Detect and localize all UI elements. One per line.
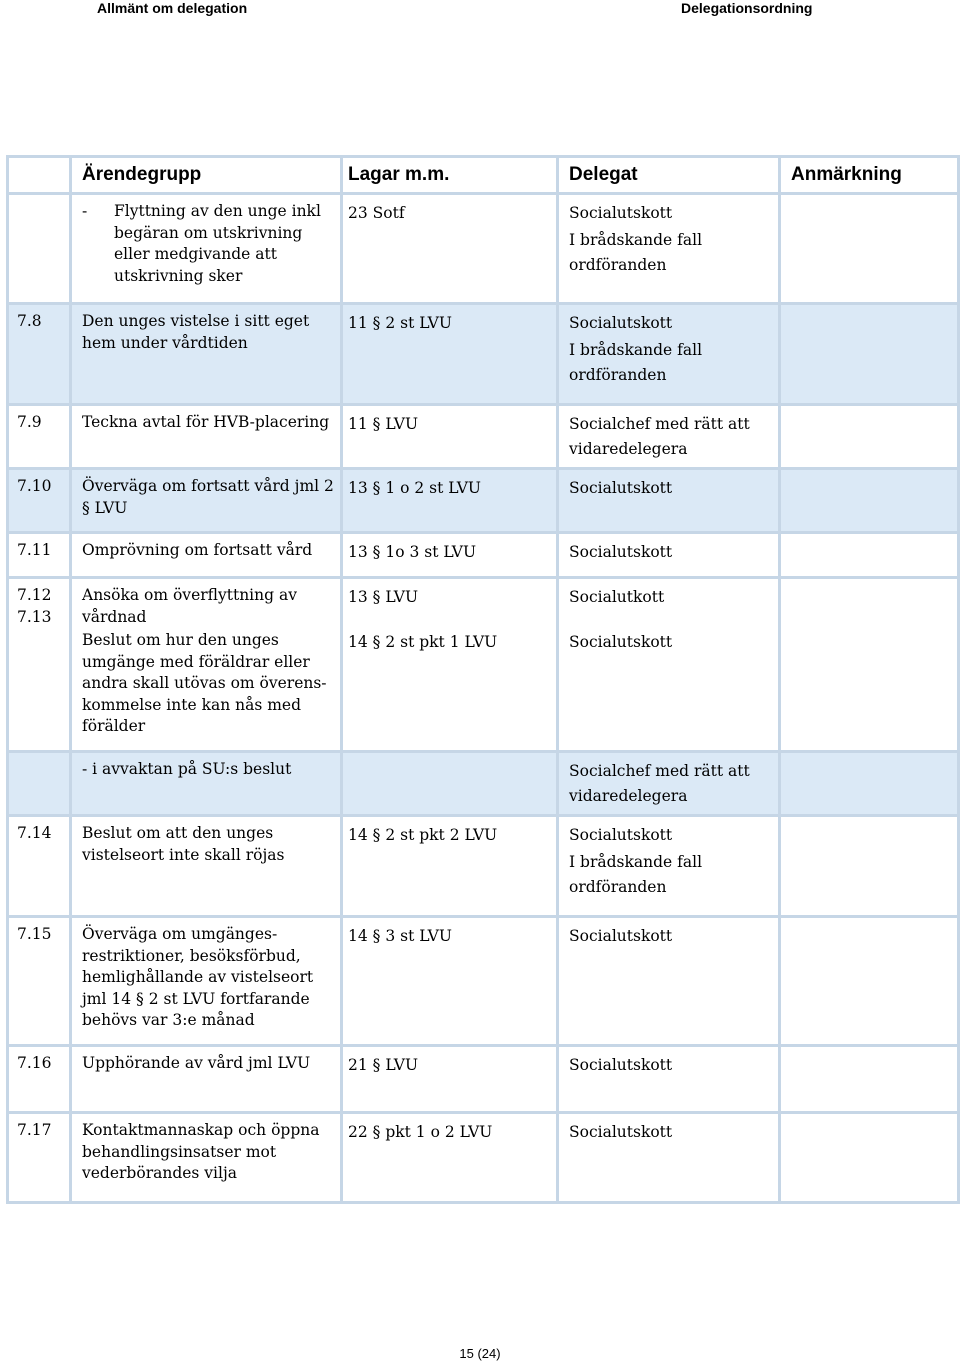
row-lag-secondary: 14 § 2 st pkt 1 LVU bbox=[348, 633, 498, 651]
row-anmarkning bbox=[780, 1046, 959, 1113]
row-delegat: Socialutskott I brådskande fall ordföranden bbox=[558, 304, 780, 405]
table-row bbox=[8, 1046, 959, 1113]
row-anmarkning bbox=[780, 405, 959, 469]
row-lag: 11 § 2 st LVU bbox=[342, 304, 558, 405]
row-anmarkning bbox=[780, 752, 959, 816]
table-row bbox=[8, 194, 959, 304]
row-num: 7.9 bbox=[8, 405, 71, 469]
table-row bbox=[8, 1113, 959, 1203]
row-lag: 13 § 1o 3 st LVU bbox=[342, 533, 558, 578]
row-lag: 21 § LVU bbox=[342, 1046, 558, 1113]
row-num: 7.16 bbox=[8, 1046, 71, 1113]
row-arendegrupp: Omprövning om fortsatt vård bbox=[71, 533, 342, 578]
header-num-cell bbox=[8, 157, 71, 194]
header-lagar: Lagar m.m. bbox=[342, 157, 558, 194]
header-arendegrupp: Ärendegrupp bbox=[71, 157, 342, 194]
row-arendegrupp bbox=[71, 194, 342, 304]
row-delegat: Socialutskott bbox=[558, 1046, 780, 1113]
row-anmarkning bbox=[780, 578, 959, 752]
page-header-right: Delegationsordning bbox=[681, 0, 813, 16]
page-number: 15 (24) bbox=[459, 1346, 501, 1361]
row-delegat-secondary: Socialutskott bbox=[569, 633, 673, 651]
row-arendegrupp: Ansöka om överflyttning av vårdnad Beslut om hur den unges umgänge med föräldrar eller andra skall utövas om överens-kommelse inte kan nås med förälder bbox=[71, 578, 342, 752]
table-row bbox=[8, 578, 959, 752]
row-lag: 13 § 1 o 2 st LVU bbox=[342, 469, 558, 533]
row-num bbox=[8, 752, 71, 816]
row-delegat: Socialutskott I brådskande fall ordföranden bbox=[558, 194, 780, 304]
row-num: 7.10 bbox=[8, 469, 71, 533]
row-lag: 23 Sotf bbox=[342, 194, 558, 304]
row-anmarkning bbox=[780, 1113, 959, 1203]
header-delegat: Delegat bbox=[558, 157, 780, 194]
row-num bbox=[8, 194, 71, 304]
row-num: 7.15 bbox=[8, 917, 71, 1046]
row-num: 7.11 bbox=[8, 533, 71, 578]
row-anmarkning bbox=[780, 816, 959, 917]
row-arendegrupp: Den unges vistelse i sitt eget hem under vårdtiden bbox=[71, 304, 342, 405]
table-row bbox=[8, 405, 959, 469]
row-arendegrupp: Överväga om umgänges-restriktioner, besöksförbud, hemlighållande av vistelseort jml 14 § 2 st LVU fortfarande behövs var 3:e månad bbox=[71, 917, 342, 1046]
row-anmarkning bbox=[780, 469, 959, 533]
row-arendegrupp: Beslut om att den unges vistelseort inte skall röjas bbox=[71, 816, 342, 917]
row-num-secondary: 7.13 bbox=[17, 607, 52, 626]
row-lag: 22 § pkt 1 o 2 LVU bbox=[342, 1113, 558, 1203]
row-delegat: Socialutskott bbox=[558, 469, 780, 533]
table-row bbox=[8, 752, 959, 816]
table-row bbox=[8, 469, 959, 533]
table-row bbox=[8, 533, 959, 578]
row-arendegrupp: Kontaktmannaskap och öppna behandlingsinsatser mot vederbörandes vilja bbox=[71, 1113, 342, 1203]
row-delegat: Socialutskott I brådskande fall ordföranden bbox=[558, 816, 780, 917]
delegation-table bbox=[6, 155, 960, 1204]
row-arendegrupp: - i avvaktan på SU:s beslut bbox=[71, 752, 342, 816]
row-num: 7.8 bbox=[8, 304, 71, 405]
row-lag: 11 § LVU bbox=[342, 405, 558, 469]
row-lag bbox=[342, 752, 558, 816]
table-row bbox=[8, 304, 959, 405]
row-lag: 14 § 3 st LVU bbox=[342, 917, 558, 1046]
bullet-dash: - bbox=[82, 202, 88, 220]
row-anmarkning bbox=[780, 194, 959, 304]
row-delegat: Socialutskott bbox=[558, 1113, 780, 1203]
row-delegat-secondary: I brådskande fall ordföranden bbox=[569, 231, 703, 274]
table-header-row bbox=[8, 157, 959, 194]
row-lag: 14 § 2 st pkt 2 LVU bbox=[342, 816, 558, 917]
row-anmarkning bbox=[780, 917, 959, 1046]
row-num: 7.17 bbox=[8, 1113, 71, 1203]
row-anmarkning bbox=[780, 533, 959, 578]
row-arendegrupp: Teckna avtal för HVB-placering bbox=[71, 405, 342, 469]
row-delegat: Socialutskott bbox=[558, 917, 780, 1046]
row-anmarkning bbox=[780, 304, 959, 405]
row-delegat-secondary: I brådskande fall ordföranden bbox=[569, 853, 703, 896]
row-delegat: Socialchef med rätt att vidaredelegera bbox=[558, 752, 780, 816]
table-row bbox=[8, 816, 959, 917]
row-arendegrupp: Upphörande av vård jml LVU bbox=[71, 1046, 342, 1113]
row-arendegrupp-secondary: Beslut om hur den unges umgänge med föräldrar eller andra skall utövas om överens-kommelse inte kan nås med förälder bbox=[82, 631, 327, 735]
page-header-left: Allmänt om delegation bbox=[97, 0, 248, 16]
row-delegat: Socialchef med rätt att vidaredelegera bbox=[558, 405, 780, 469]
row-delegat-secondary: I brådskande fall ordföranden bbox=[569, 341, 703, 384]
row-num: 7.12 7.13 bbox=[8, 578, 71, 752]
row-lag: 13 § LVU 14 § 2 st pkt 1 LVU bbox=[342, 578, 558, 752]
header-anmarkning: Anmärkning bbox=[780, 157, 959, 194]
row-num: 7.14 bbox=[8, 816, 71, 917]
row-arendegrupp-text: Flyttning av den unge inkl begäran om utskrivning eller medgivande att utskrivning sker bbox=[114, 202, 321, 285]
row-arendegrupp: Överväga om fortsatt vård jml 2 § LVU bbox=[71, 469, 342, 533]
table-row bbox=[8, 917, 959, 1046]
row-delegat: Socialutskott bbox=[558, 533, 780, 578]
row-delegat: Socialutkott Socialutskott bbox=[558, 578, 780, 752]
